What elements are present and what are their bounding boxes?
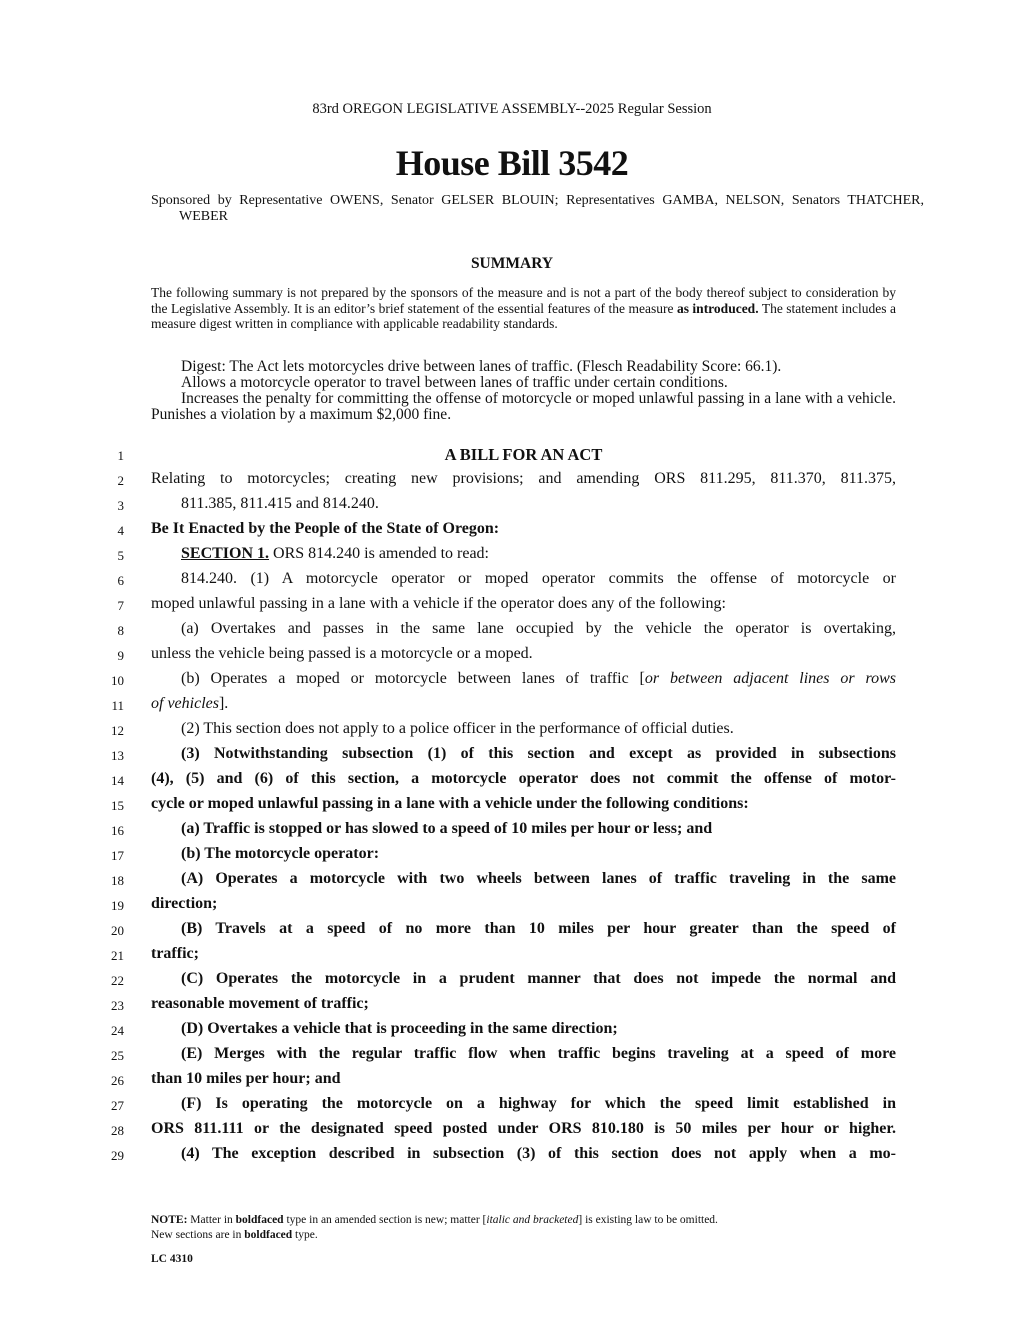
bill-line: 9 unless the vehicle being passed is a motorcycle or a moped.	[0, 645, 1024, 670]
bill-line: 18 (A) Operates a motorcycle with two wheels between lanes of traffic traveling in the same	[0, 870, 1024, 895]
line-number: 29	[111, 1148, 124, 1163]
bill-line: 6 814.240. (1) A motorcycle operator or moped operator commits the offense of motorcycle or	[0, 570, 1024, 595]
line-number: 11	[111, 698, 124, 713]
line-number: 4	[117, 523, 124, 538]
bill-line: 8 (a) Overtakes and passes in the same lane occupied by the vehicle the operator is overtaking,	[0, 620, 1024, 645]
bill-line: 22 (C) Operates the motorcycle in a prudent manner that does not impede the normal and	[0, 970, 1024, 995]
digest-line: Digest: The Act lets motorcycles drive between lanes of traffic. (Flesch Readability Score: 66.1).	[181, 358, 782, 375]
summary-text: The following summary is not prepared by the sponsors of the measure and is not a part of the body thereof subject to consideration by the Legislative Assembly. It is an editor’s brief statement of the essential features of the measure as introduced. The statement includes a measure digest written in compliance with applicable readability standards.	[151, 285, 896, 331]
line-number: 28	[111, 1123, 124, 1138]
bill-line: 15 cycle or moped unlawful passing in a lane with a vehicle under the following conditions:	[0, 795, 1024, 820]
bill-line: 16 (a) Traffic is stopped or has slowed to a speed of 10 miles per hour or less; and	[0, 820, 1024, 845]
bill-line: 12 (2) This section does not apply to a police officer in the performance of official duties.	[0, 720, 1024, 745]
bill-line	[0, 520, 1024, 545]
bill-line: 20 (B) Travels at a speed of no more than 10 miles per hour greater than the speed of	[0, 920, 1024, 945]
bill-line: 3 811.385, 811.415 and 814.240.	[0, 495, 1024, 520]
bill-line: 19 direction;	[0, 895, 1024, 920]
sponsors: Sponsored by Representative OWENS, Senator GELSER BLOUIN; Representatives GAMBA, NELSON, Senators THATCHER, WEBER	[151, 193, 924, 224]
line-number: 21	[111, 948, 124, 963]
session-header: 83rd OREGON LEGISLATIVE ASSEMBLY--2025 Regular Session	[312, 101, 712, 117]
line-number: 6	[117, 573, 124, 588]
line-number: 3	[117, 498, 124, 513]
line-number: 24	[111, 1023, 124, 1038]
bill-title: House Bill 3542	[395, 143, 629, 183]
line-number: 18	[111, 873, 124, 888]
line-number: 2	[117, 473, 124, 488]
line-number: 15	[111, 798, 124, 813]
line-number: 19	[111, 898, 124, 913]
bill-line: 11 of vehicles].	[0, 695, 1024, 720]
line-number: 27	[111, 1098, 124, 1113]
bill-line: 27 (F) Is operating the motorcycle on a highway for which the speed limit established in	[0, 1095, 1024, 1120]
bill-line: 10 (b) Operates a moped or motorcycle between lanes of traffic [or between adjacent lines or rows	[0, 670, 1024, 695]
bill-line	[0, 445, 1024, 470]
bill-line: 25 (E) Merges with the regular traffic flow when traffic begins traveling at a speed of more	[0, 1045, 1024, 1070]
footnote: NOTE: Matter in boldfaced type in an amended section is new; matter [italic and bracketed] is existing law to be omitted. New sections are in boldfaced type.	[151, 1214, 718, 1241]
line-number: 14	[111, 773, 124, 788]
line-number: 25	[111, 1048, 124, 1063]
bill-line: 2 Relating to motorcycles; creating new provisions; and amending ORS 811.295, 811.370, 811.375,	[0, 470, 1024, 495]
line-number: 20	[111, 923, 124, 938]
bill-line: 29 (4) The exception described in subsection (3) of this section does not apply when a mo-	[0, 1145, 1024, 1170]
bill-line: 23 reasonable movement of traffic;	[0, 995, 1024, 1020]
bill-line: 14 (4), (5) and (6) of this section, a motorcycle operator does not commit the offense of motor-	[0, 770, 1024, 795]
enacting-clause: Be It Enacted by the People of the State of Oregon:	[151, 520, 500, 537]
digest-line: Allows a motorcycle operator to travel between lanes of traffic under certain conditions.	[181, 374, 728, 391]
bill-line: 17 (b) The motorcycle operator:	[0, 845, 1024, 870]
line-number: 10	[111, 673, 124, 688]
line-number: 17	[111, 848, 124, 863]
summary-heading: SUMMARY	[470, 255, 554, 272]
line-number: 26	[111, 1073, 124, 1088]
line-number: 8	[117, 623, 124, 638]
section-label: SECTION 1.	[181, 545, 270, 562]
digest	[151, 359, 896, 423]
bill-line: 21 traffic;	[0, 945, 1024, 970]
bill-line: 7 moped unlawful passing in a lane with a vehicle if the operator does any of the following:	[0, 595, 1024, 620]
digest-line: Increases the penalty for committing the offense of motorcycle or moped unlawful passing in a lane with a vehicle. Punishes a violation by a maximum $2,000 fine.	[151, 390, 896, 423]
line-number: 16	[111, 823, 124, 838]
bill-line: 26 than 10 miles per hour; and	[0, 1070, 1024, 1095]
line-number: 23	[111, 998, 124, 1013]
lc-number: LC 4310	[151, 1253, 193, 1265]
line-number: 12	[111, 723, 124, 738]
line-number: 22	[111, 973, 124, 988]
line-number: 9	[117, 648, 124, 663]
line-number: 5	[117, 548, 124, 563]
bill-line: 28 ORS 811.111 or the designated speed posted under ORS 810.180 is 50 miles per hour or higher.	[0, 1120, 1024, 1145]
bill-line: 5 SECTION 1. ORS 814.240 is amended to read:	[0, 545, 1024, 570]
bill-line: 24 (D) Overtakes a vehicle that is proceeding in the same direction;	[0, 1020, 1024, 1045]
line-number: 7	[117, 598, 124, 613]
line-number: 13	[111, 748, 124, 763]
act-heading: A BILL FOR AN ACT	[444, 445, 603, 464]
bill-line: 13 (3) Notwithstanding subsection (1) of this section and except as provided in subsections	[0, 745, 1024, 770]
line-number: 1	[117, 448, 124, 463]
